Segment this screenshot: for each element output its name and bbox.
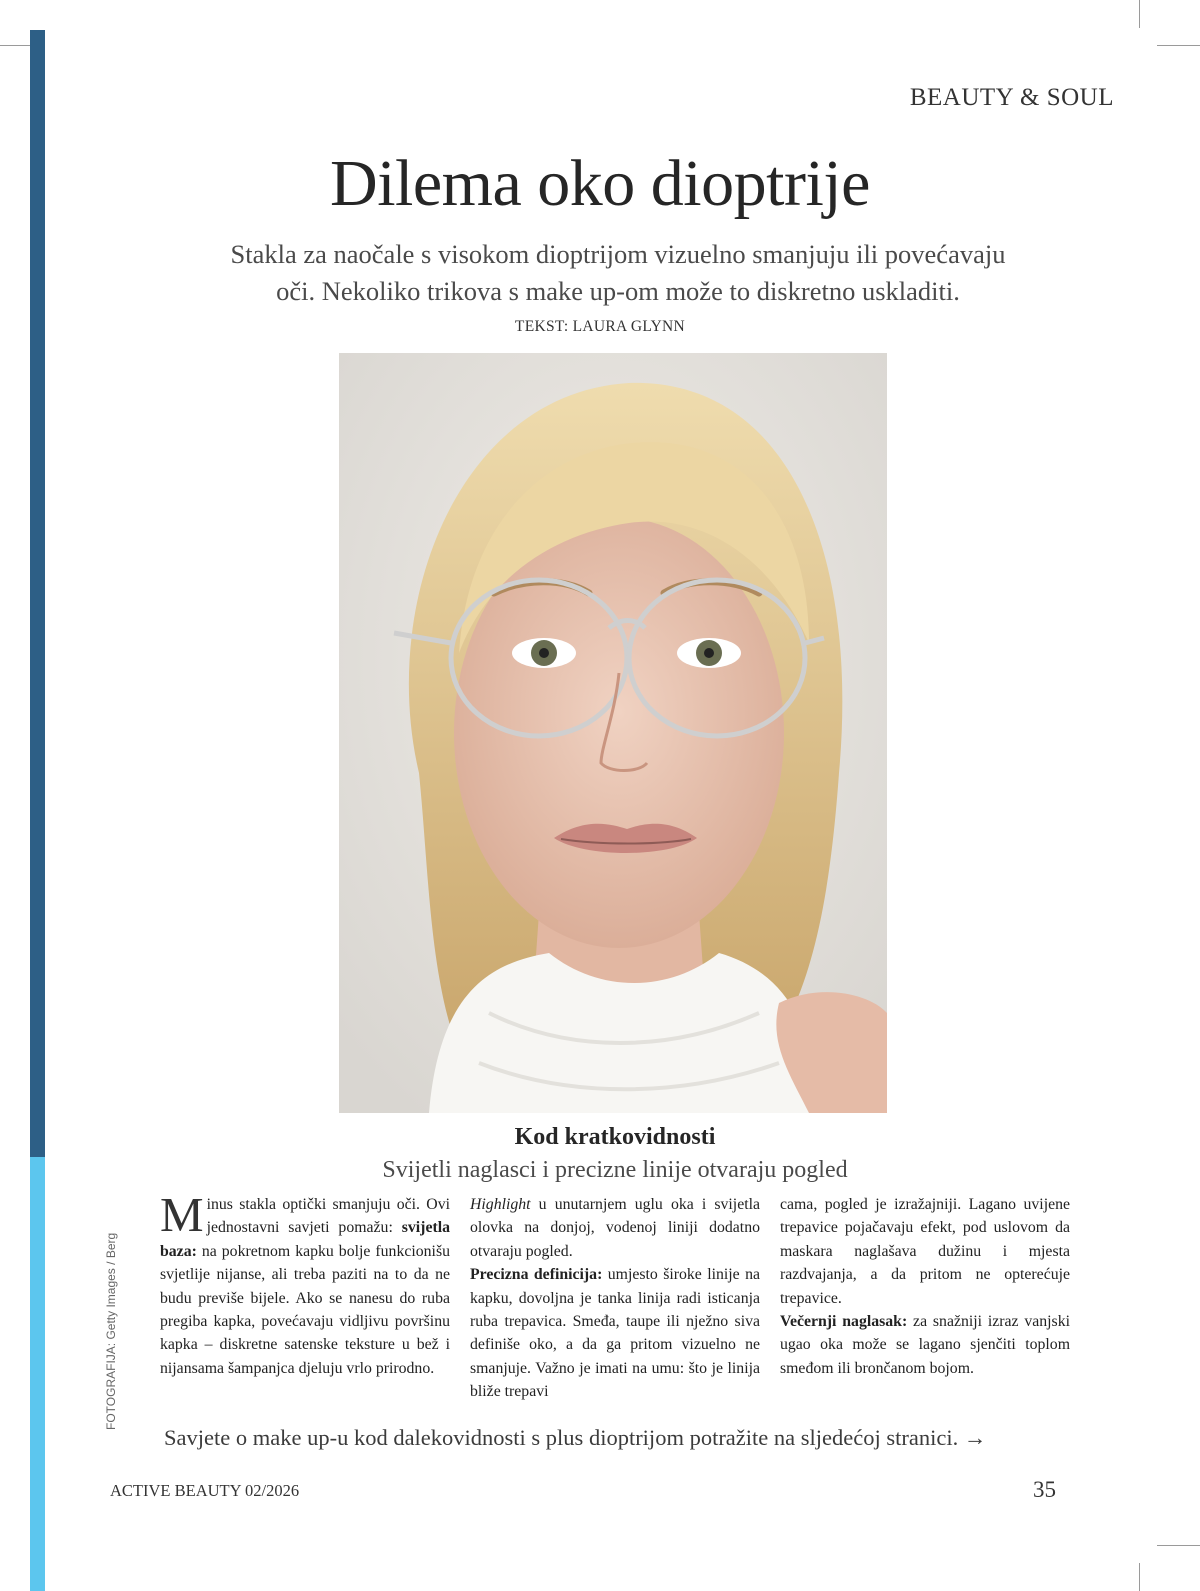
body-text: cama, pogled je izražajniji. Lagano uvijene trepavice pojačavaju efekt, pod uslovom da maskara naglašava dužinu i mjesta razdvajanja, a da pritom ne opterećuje trepavice.: [780, 1196, 1070, 1307]
body-paragraph: [780, 1310, 1070, 1380]
bold-lead: svijetla baza:: [160, 1219, 451, 1260]
body-paragraph: [470, 1263, 760, 1403]
crop-mark: [0, 45, 30, 46]
photo-credit: FOTOGRAFIJA: Getty Images / Berg: [104, 1232, 118, 1430]
body-paragraph: [780, 1193, 1070, 1310]
body-paragraph: [470, 1193, 760, 1263]
body-text: za snažniji izraz vanjski ugao oka može se lagano sjenčiti toplom smeđom ili brončanom bojom.: [780, 1313, 1070, 1377]
portrait-photo: [339, 353, 887, 1113]
body-text: u unutarnjem uglu oka i svijetla olovka na donjoj, vodenoj liniji dodatno otvaraju pogled.: [470, 1196, 760, 1260]
body-text: umjesto široke linije na kapku, dovoljna je tanka linija radi isticanja ruba trepavica. Smeđa, taupe ili nježno siva definiše oko, a da ga pritom vizuelno ne smanjuje. Važno je imati na umu: što je linija bliže trepavi: [470, 1266, 760, 1401]
article-title: Dilema oko dioptrije: [330, 147, 870, 220]
deck-line: Stakla za naočale s visokom dioptrijom vizuelno smanjuju ili povećavaju: [230, 239, 1006, 269]
arrow-right-icon: →: [963, 1425, 987, 1450]
italic-term: Highlight: [470, 1196, 531, 1213]
crop-mark: [1139, 0, 1140, 28]
article-deck: [150, 236, 1086, 310]
body-text: inus stakla optički smanjuju oči. Ovi jednostavni savjeti pomažu:: [206, 1196, 450, 1237]
body-column-2: [470, 1193, 760, 1404]
crop-mark: [1157, 1545, 1200, 1546]
page-number: 35: [1033, 1477, 1056, 1502]
next-page-teaser: [164, 1425, 1104, 1451]
bold-lead: Precizna definicija:: [470, 1266, 603, 1284]
body-column-1: [160, 1187, 451, 1380]
portrait-illustration: [339, 353, 887, 1113]
box-heading: Kod kratkovidnosti: [514, 1124, 716, 1150]
crop-mark: [1139, 1563, 1140, 1591]
byline: TEKST: LAURA GLYNN: [514, 318, 686, 335]
deck-line: oči. Nekoliko trikova s make up-om može to diskretno uskladiti.: [276, 276, 960, 306]
section-label: BEAUTY & SOUL: [909, 84, 1114, 111]
body-text: na pokretnom kapku bolje funkcionišu svjetlije nijanse, ali treba paziti na to da ne budu previše bijele. Ako se nanesu do ruba pregiba kapka, povećavaju vidljivu površinu kapka – diskretne satenske teksture u bež i nijansama šampanjca djeluju vrlo prirodno.: [160, 1242, 450, 1377]
magazine-issue: ACTIVE BEAUTY 02/2026: [110, 1481, 300, 1500]
body-column-3: [780, 1193, 1070, 1380]
box-subheading: Svijetli naglasci i precizne linije otvaraju pogled: [382, 1157, 848, 1183]
body-paragraph: [160, 1187, 451, 1380]
crop-mark: [1157, 45, 1200, 46]
bold-lead: Večernji naglasak:: [780, 1313, 908, 1331]
drop-cap: M: [160, 1187, 204, 1242]
teaser-text: Savjete o make up-u kod dalekovidnosti s plus dioptrijom potražite na sljedećoj stranici.: [164, 1425, 959, 1450]
side-color-bar-light: [30, 1157, 45, 1591]
